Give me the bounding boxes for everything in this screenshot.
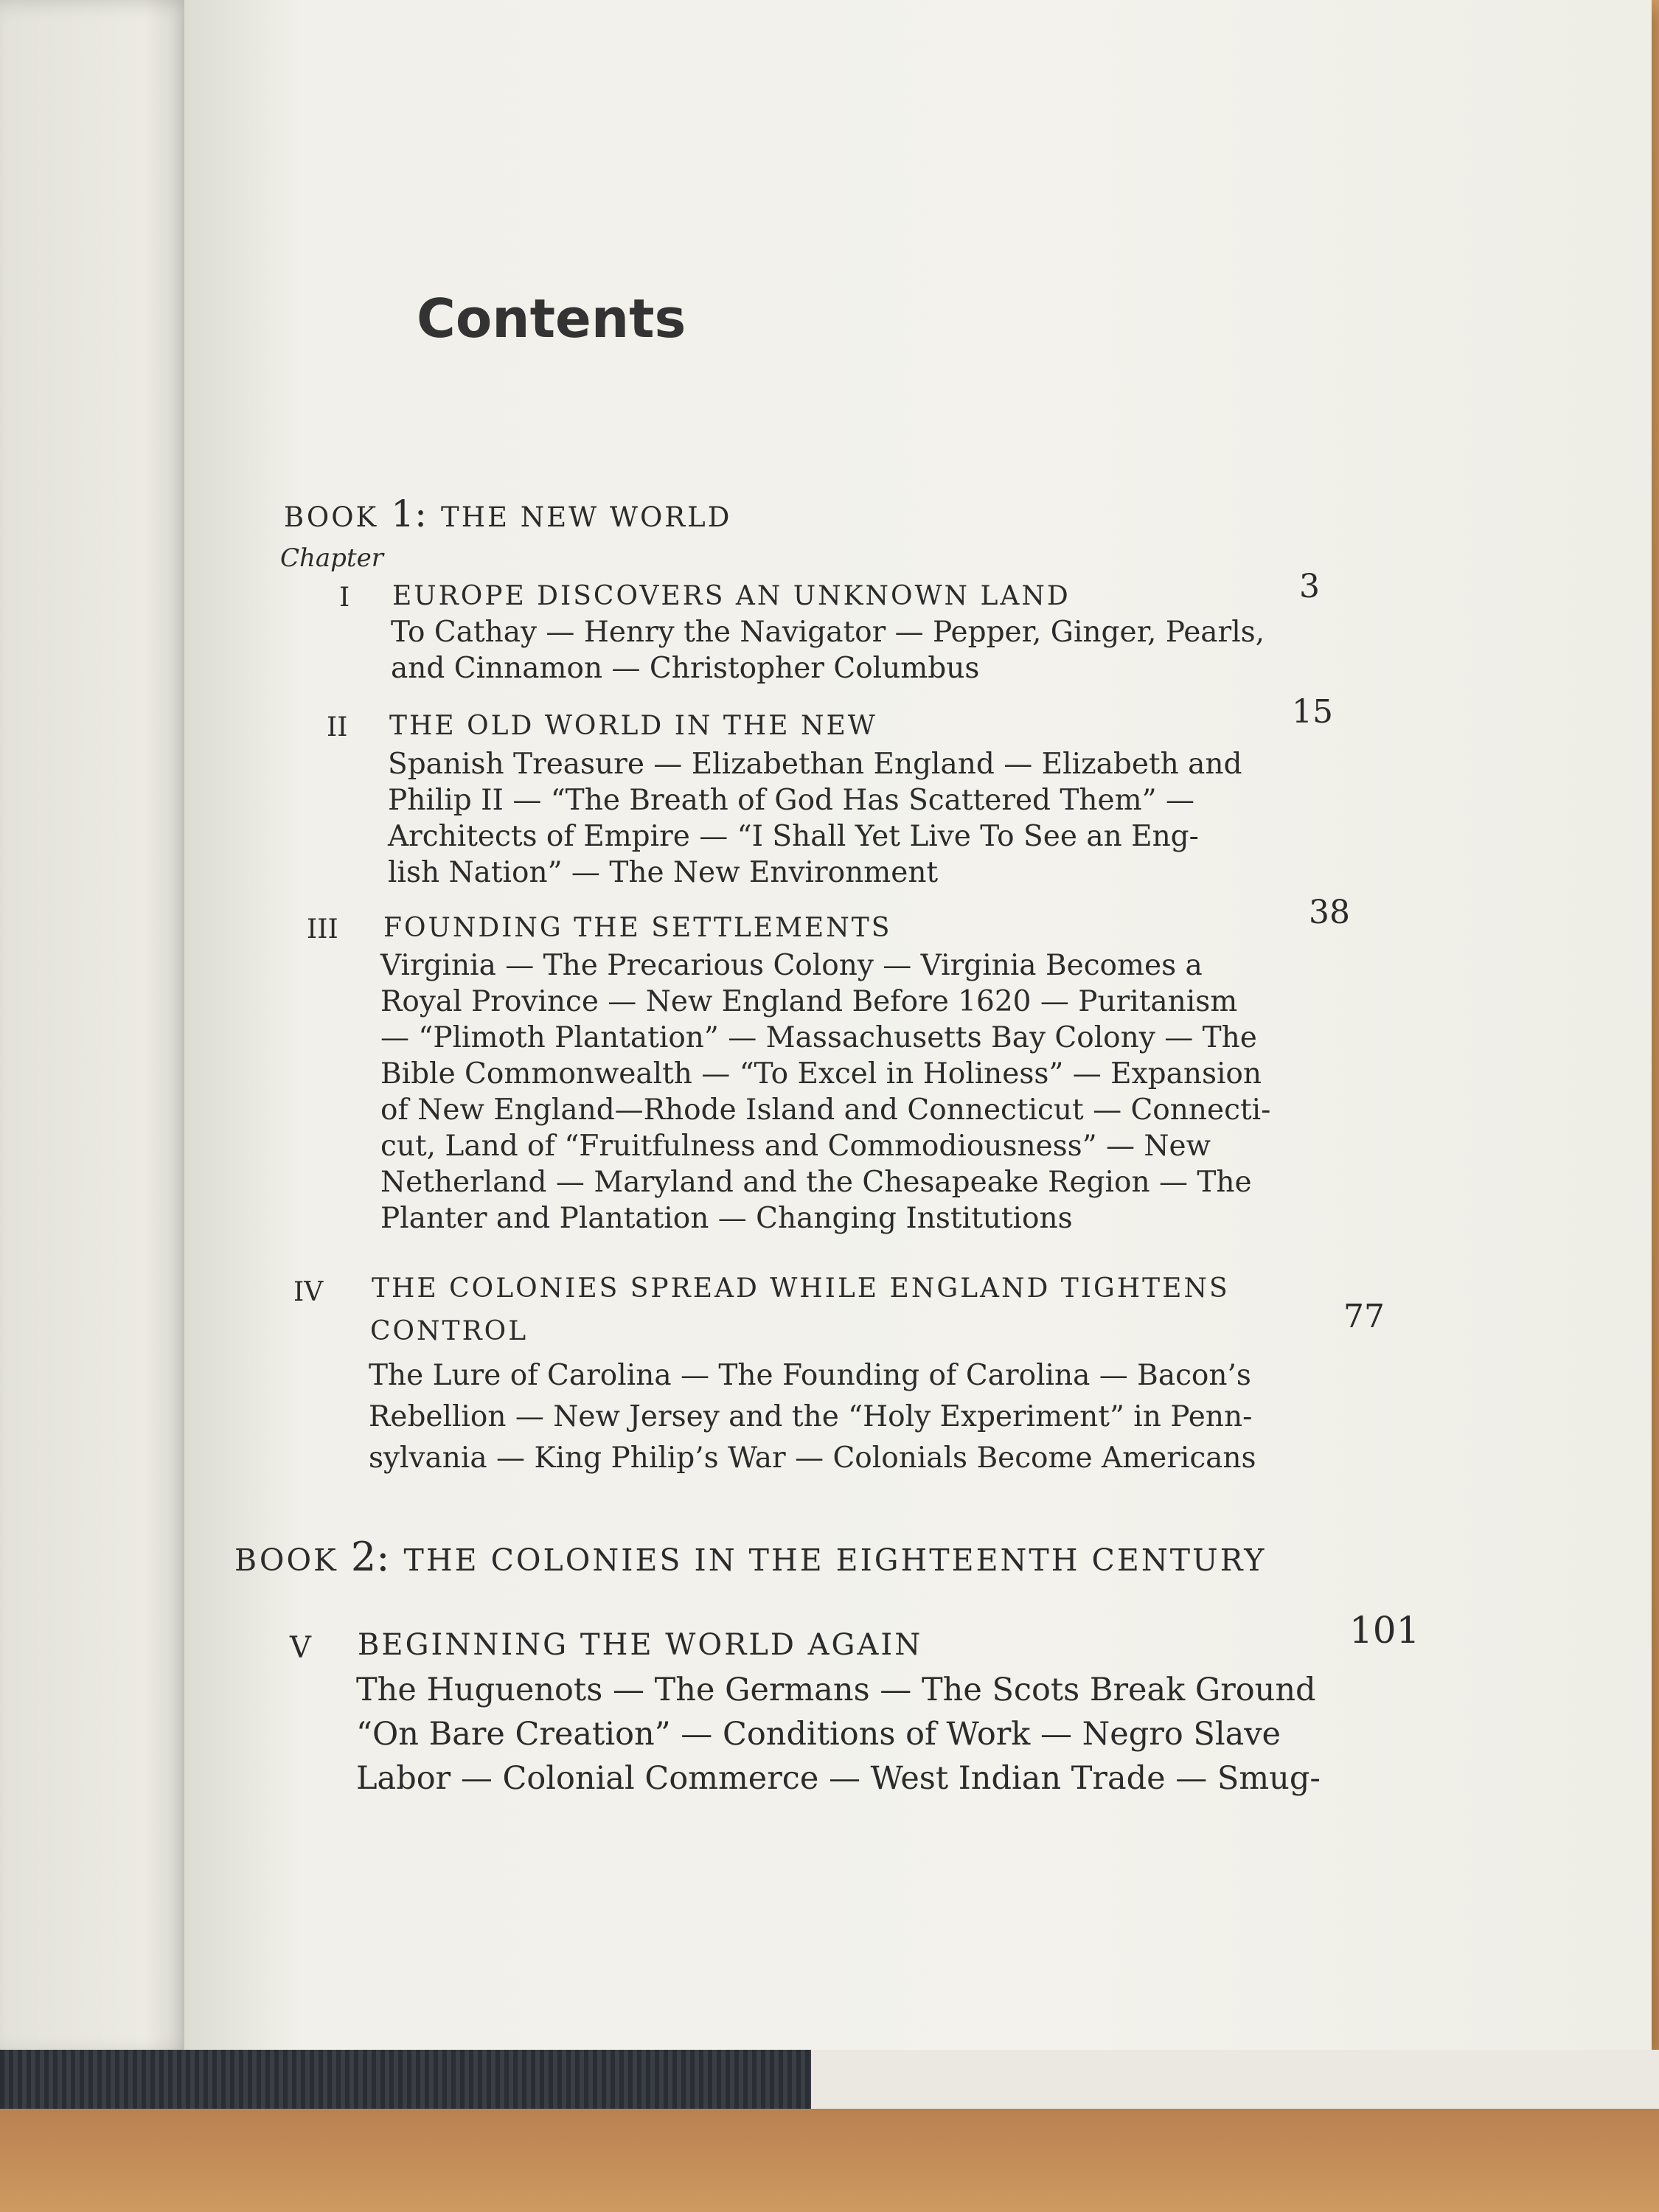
chapter-numeral: I (339, 582, 350, 613)
summary-line: Labor — Colonial Commerce — West Indian Trade — Smug- (356, 1760, 1321, 1797)
summary-line: Virginia — The Precarious Colony — Virginia Becomes a (380, 949, 1203, 982)
summary-line: and Cinnamon — Christopher Columbus (391, 652, 980, 685)
chapter-title: BEGINNING THE WORLD AGAIN (358, 1628, 923, 1662)
summary-line: To Cathay — Henry the Navigator — Pepper, Ginger, Pearls, (391, 616, 1265, 649)
chapter-page-number: 3 (1299, 568, 1320, 605)
chapter-numeral: IV (293, 1277, 324, 1307)
chapter-title: FOUNDING THE SETTLEMENTS (383, 913, 892, 943)
chapter-title: THE COLONIES SPREAD WHILE ENGLAND TIGHTENS (372, 1273, 1230, 1304)
chapter-summary (388, 746, 1242, 891)
chapter-numeral: V (290, 1631, 311, 1665)
chapter-numeral: III (307, 914, 338, 945)
summary-line: The Lure of Carolina — The Founding of Carolina — Bacon’s (369, 1359, 1251, 1392)
summary-line: Spanish Treasure — Elizabethan England — Elizabeth and (388, 748, 1242, 781)
summary-line: lish Nation” — The New Environment (388, 856, 939, 889)
chapter-title-continued: CONTROL (370, 1316, 529, 1346)
summary-line: Rebellion — New Jersey and the “Holy Experiment” in Penn- (369, 1400, 1253, 1433)
chapter-summary (380, 947, 1270, 1237)
chapter-page-number: 77 (1343, 1298, 1385, 1335)
book-number: 2: (350, 1534, 390, 1580)
desk-shadow (0, 2109, 1659, 2212)
page-title: Contents (417, 288, 686, 349)
chapter-summary (369, 1355, 1256, 1479)
chapter-numeral: II (327, 712, 348, 742)
summary-line: The Huguenots — The Germans — The Scots Break Ground (356, 1672, 1316, 1708)
book-label: BOOK (284, 501, 379, 533)
summary-line: Planter and Plantation — Changing Institutions (380, 1202, 1073, 1235)
chapter-title: EUROPE DISCOVERS AN UNKNOWN LAND (392, 581, 1071, 611)
summary-line: sylvania — King Philip’s War — Colonials Become Americans (369, 1441, 1256, 1475)
chapter-page-number: 15 (1292, 693, 1333, 731)
summary-line: Philip II — “The Breath of God Has Scattered Them” — (388, 784, 1194, 817)
book-2-heading (234, 1534, 1266, 1580)
book-title: THE COLONIES IN THE EIGHTEENTH CENTURY (403, 1543, 1267, 1578)
back-page-strip (811, 2050, 1659, 2109)
summary-line: Architects of Empire — “I Shall Yet Live To See an Eng- (388, 820, 1199, 853)
summary-line: cut, Land of “Fruitfulness and Commodiousness” — New (380, 1130, 1211, 1163)
book-number: 1: (391, 493, 427, 535)
left-page (0, 0, 206, 2057)
chapter-summary (391, 614, 1265, 686)
chapter-title: THE OLD WORLD IN THE NEW (389, 711, 877, 741)
book-label: BOOK (234, 1543, 338, 1578)
summary-line: Bible Commonwealth — “To Excel in Holiness” — Expansion (380, 1057, 1262, 1091)
summary-line: — “Plimoth Plantation” — Massachusetts Bay Colony — The (380, 1021, 1257, 1054)
chapter-page-number: 101 (1349, 1609, 1420, 1652)
summary-line: of New England—Rhode Island and Connecticut — Connecti- (380, 1093, 1271, 1127)
summary-line: Netherland — Maryland and the Chesapeake Region — The (380, 1166, 1252, 1199)
chapter-page-number: 38 (1309, 894, 1350, 931)
summary-line: Royal Province — New England Before 1620 — Puritanism (380, 985, 1238, 1018)
chapter-label: Chapter (280, 543, 383, 573)
book-title: THE NEW WORLD (441, 501, 732, 533)
summary-line: “On Bare Creation” — Conditions of Work — Negro Slave (356, 1716, 1281, 1753)
chapter-summary (356, 1668, 1321, 1801)
book-1-heading (284, 493, 731, 535)
